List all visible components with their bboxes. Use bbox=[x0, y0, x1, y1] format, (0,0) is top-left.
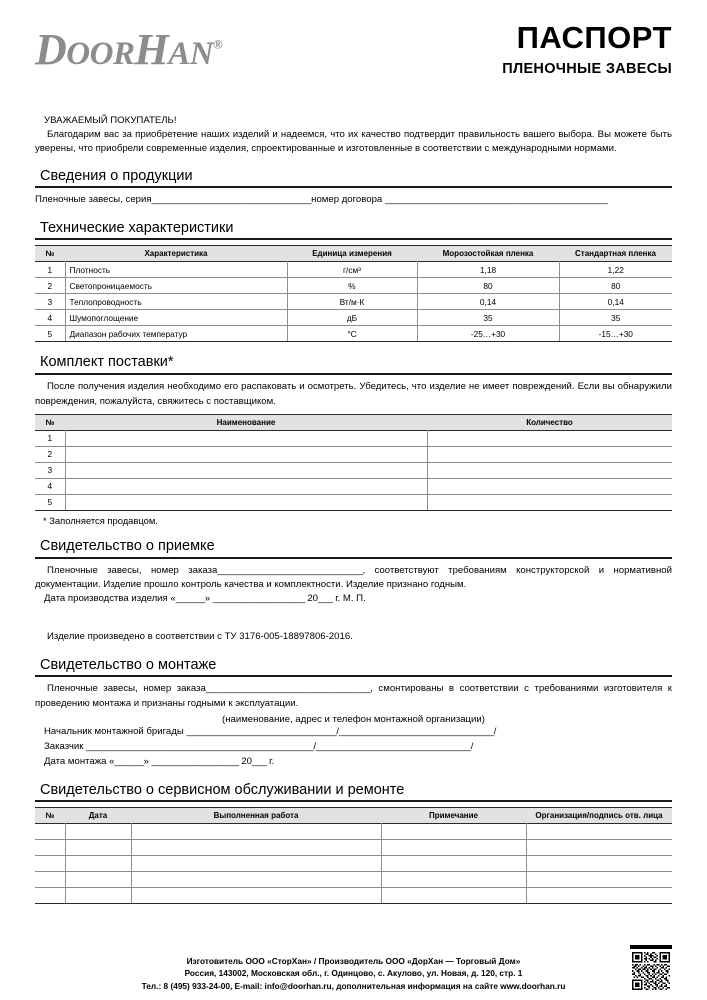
customer-label: Заказчик bbox=[44, 740, 87, 752]
cell-quantity[interactable] bbox=[427, 462, 672, 478]
section-title-kit: Комплект поставки* bbox=[35, 354, 672, 375]
customer-signature-input[interactable]: ________________________________ bbox=[316, 740, 471, 752]
cell-unit: °C bbox=[287, 326, 417, 342]
cell-date[interactable] bbox=[65, 840, 131, 856]
contract-input[interactable]: ______________________________________________ bbox=[384, 194, 608, 206]
cell-name[interactable] bbox=[65, 478, 427, 494]
contract-label: номер договора bbox=[311, 194, 385, 206]
table-row bbox=[35, 494, 672, 510]
installation-date-label: Дата монтажа « bbox=[44, 755, 115, 767]
cell-standard-film: 0,14 bbox=[559, 294, 672, 310]
acceptance-tu-text: Изделие произведено в соответствии с ТУ 3176-005-18897806-2016. bbox=[47, 631, 353, 643]
product-info-line bbox=[35, 193, 672, 207]
kit-footnote: * Заполняется продавцом. bbox=[43, 514, 158, 526]
acceptance-order-label: Пленочные завесы, номер заказа bbox=[47, 564, 218, 576]
installation-customer-line bbox=[44, 740, 672, 755]
kit-col-quantity: Количество bbox=[427, 414, 672, 430]
cell-number[interactable] bbox=[35, 872, 65, 888]
cell-name[interactable] bbox=[65, 430, 427, 446]
installation-date-suffix: г. bbox=[266, 755, 275, 767]
kit-note: После получения изделия необходимо его распаковать и осмотреть. Убедитесь, что изделие не имеет повреждений. Если вы обнаружили повреждения, пожалуйста, свяжитесь с поставщиком. bbox=[35, 381, 672, 407]
table-row bbox=[35, 278, 672, 294]
cell-work[interactable] bbox=[131, 840, 381, 856]
table-row bbox=[35, 462, 672, 478]
cell-note[interactable] bbox=[381, 856, 526, 872]
cell-name[interactable] bbox=[65, 494, 427, 510]
cell-note[interactable] bbox=[381, 872, 526, 888]
cell-number[interactable] bbox=[35, 840, 65, 856]
acceptance-text bbox=[35, 564, 672, 593]
cell-number: 5 bbox=[35, 326, 65, 342]
service-col-number: № bbox=[35, 808, 65, 824]
table-row bbox=[35, 294, 672, 310]
table-row bbox=[35, 446, 672, 462]
footer-manufacturer: Изготовитель ООО «СторХан» / Производитель ООО «ДорХан — Торговый Дом» bbox=[186, 955, 521, 966]
table-row bbox=[35, 824, 672, 840]
installation-body: , смонтированы в соответствии с требованиями изготовителя к проведению монтажа и признаны годными к эксплуатации. bbox=[35, 683, 673, 709]
cell-work[interactable] bbox=[131, 888, 381, 904]
kit-table bbox=[35, 414, 672, 511]
table-row bbox=[35, 856, 672, 872]
table-row bbox=[35, 310, 672, 326]
installation-org-note: (наименование, адрес и телефон монтажной организации) bbox=[222, 714, 485, 726]
service-table-header-row bbox=[35, 808, 672, 824]
cell-number: 3 bbox=[35, 294, 65, 310]
cell-unit: % bbox=[287, 278, 417, 294]
cell-standard-film: 1,22 bbox=[559, 262, 672, 278]
table-row bbox=[35, 840, 672, 856]
cell-organization[interactable] bbox=[526, 856, 672, 872]
specs-table bbox=[35, 245, 672, 342]
acceptance-date-label: Дата производства изделия « bbox=[44, 593, 176, 605]
acceptance-date-mid: » bbox=[204, 593, 213, 605]
installation-date-line bbox=[44, 755, 672, 770]
installation-order-input[interactable]: __________________________________ bbox=[205, 683, 371, 695]
cell-date[interactable] bbox=[65, 824, 131, 840]
table-row bbox=[35, 888, 672, 904]
cell-characteristic: Светопроницаемость bbox=[65, 278, 287, 294]
registered-trademark-icon: ® bbox=[213, 36, 223, 52]
chief-name-input[interactable]: _______________________________ bbox=[186, 726, 337, 738]
cell-number: 5 bbox=[35, 494, 65, 510]
acceptance-date-line bbox=[44, 592, 672, 607]
installation-order-label: Пленочные завесы, номер заказа bbox=[47, 683, 206, 695]
table-row bbox=[35, 326, 672, 342]
service-col-note: Примечание bbox=[381, 808, 526, 824]
document-title-block bbox=[502, 22, 672, 77]
specs-col-unit: Единица измерения bbox=[287, 246, 417, 262]
customer-separator: / bbox=[313, 740, 317, 752]
cell-quantity[interactable] bbox=[427, 494, 672, 510]
installation-date-month-input[interactable]: __________________ bbox=[151, 755, 239, 767]
intro-salutation: УВАЖАЕМЫЙ ПОКУПАТЕЛЬ! bbox=[44, 115, 177, 126]
section-title-acceptance: Свидетельство о приемке bbox=[35, 538, 672, 559]
kit-col-number: № bbox=[35, 414, 65, 430]
cell-standard-film: 35 bbox=[559, 310, 672, 326]
installation-text bbox=[35, 682, 672, 711]
cell-quantity[interactable] bbox=[427, 430, 672, 446]
cell-characteristic: Теплопроводность bbox=[65, 294, 287, 310]
acceptance-date-month-input[interactable]: ___________________ bbox=[212, 593, 305, 605]
specs-col-standard-film: Стандартная пленка bbox=[559, 246, 672, 262]
cell-number: 2 bbox=[35, 446, 65, 462]
kit-col-name: Наименование bbox=[65, 414, 427, 430]
acceptance-date-year-input[interactable]: ___ bbox=[318, 593, 333, 605]
kit-table-header-row bbox=[35, 414, 672, 430]
cell-number[interactable] bbox=[35, 856, 65, 872]
cell-number: 4 bbox=[35, 310, 65, 326]
cell-frost-film: 0,14 bbox=[417, 294, 559, 310]
cell-number: 2 bbox=[35, 278, 65, 294]
section-installation bbox=[35, 657, 672, 770]
customer-name-input[interactable]: _______________________________________________ bbox=[86, 740, 314, 752]
footer-contacts: Тел.: 8 (495) 933-24-00, E-mail: info@doorhan.ru, дополнительная информация на сайте www.doorhan.ru bbox=[141, 980, 566, 991]
cell-characteristic: Диапазон рабочих температур bbox=[65, 326, 287, 342]
customer-line-end: / bbox=[470, 740, 474, 752]
intro-body: Благодарим вас за приобретение наших изделий и надеемся, что их качество подтвердит правильность вашего выбора. Вы можете быть уверены, что приобрели современные изделия, спроектированные и изготовленные в соответствии с международными нормами. bbox=[35, 128, 672, 154]
logo-letter-h: H bbox=[134, 25, 169, 74]
cell-note[interactable] bbox=[381, 888, 526, 904]
document-header bbox=[35, 22, 672, 98]
table-row bbox=[35, 478, 672, 494]
cell-number: 4 bbox=[35, 478, 65, 494]
document-footer bbox=[35, 955, 672, 992]
qr-code-block bbox=[630, 945, 672, 990]
table-row bbox=[35, 262, 672, 278]
table-row bbox=[35, 430, 672, 446]
cell-name[interactable] bbox=[65, 446, 427, 462]
service-col-work: Выполненная работа bbox=[131, 808, 381, 824]
cell-frost-film: 1,18 bbox=[417, 262, 559, 278]
section-title-specs: Технические характеристики bbox=[35, 220, 672, 241]
acceptance-date-year-prefix: 20 bbox=[304, 593, 319, 605]
cell-number: 3 bbox=[35, 462, 65, 478]
section-title-product-info: Сведения о продукции bbox=[35, 168, 672, 189]
cell-number: 1 bbox=[35, 430, 65, 446]
installation-date-year-prefix: 20 bbox=[238, 755, 252, 767]
specs-col-frost-film: Морозостойкая пленка bbox=[417, 246, 559, 262]
specs-col-characteristic: Характеристика bbox=[65, 246, 287, 262]
cell-number: 1 bbox=[35, 262, 65, 278]
acceptance-body: , соответствуют требованиям конструкторской и нормативной документации. Изделие прошло контроль качества и комплектности. Изделие признано годным. bbox=[35, 564, 672, 590]
section-service bbox=[35, 782, 672, 905]
cell-quantity[interactable] bbox=[427, 478, 672, 494]
cell-work[interactable] bbox=[131, 856, 381, 872]
installation-date-year-input[interactable]: ___ bbox=[251, 755, 267, 767]
series-label: Пленочные завесы, серия bbox=[35, 194, 152, 206]
cell-characteristic: Плотность bbox=[65, 262, 287, 278]
page-subtitle: ПЛЕНОЧНЫЕ ЗАВЕСЫ bbox=[502, 61, 672, 77]
cell-work[interactable] bbox=[131, 824, 381, 840]
cell-number[interactable] bbox=[35, 888, 65, 904]
cell-organization[interactable] bbox=[526, 824, 672, 840]
installation-date-day-input[interactable]: ______ bbox=[114, 755, 144, 767]
qr-code[interactable] bbox=[632, 952, 670, 990]
intro-block bbox=[35, 114, 672, 156]
installation-date-mid: » bbox=[143, 755, 152, 767]
chief-signature-input[interactable]: ________________________________ bbox=[338, 726, 494, 738]
service-table bbox=[35, 807, 672, 904]
cell-date[interactable] bbox=[65, 856, 131, 872]
section-acceptance bbox=[35, 538, 672, 645]
series-input[interactable]: _________________________________ bbox=[151, 194, 312, 206]
section-specs bbox=[35, 220, 672, 343]
service-col-organization: Организация/подпись отв. лица bbox=[526, 808, 672, 824]
logo-text-an: AN bbox=[168, 36, 214, 72]
acceptance-order-input[interactable]: ______________________________ bbox=[217, 564, 363, 576]
cell-unit: дБ bbox=[287, 310, 417, 326]
cell-organization[interactable] bbox=[526, 840, 672, 856]
specs-col-number: № bbox=[35, 246, 65, 262]
cell-note[interactable] bbox=[381, 840, 526, 856]
cell-frost-film: 80 bbox=[417, 278, 559, 294]
service-col-date: Дата bbox=[65, 808, 131, 824]
qr-top-bar bbox=[630, 945, 672, 949]
cell-unit: Вт/м·К bbox=[287, 294, 417, 310]
section-title-installation: Свидетельство о монтаже bbox=[35, 657, 672, 678]
cell-frost-film: -25…+30 bbox=[417, 326, 559, 342]
cell-quantity[interactable] bbox=[427, 446, 672, 462]
section-title-service: Свидетельство о сервисном обслуживании и ремонте bbox=[35, 782, 672, 803]
cell-date[interactable] bbox=[65, 888, 131, 904]
page-title: ПАСПОРТ bbox=[516, 20, 672, 55]
cell-unit: г/см³ bbox=[287, 262, 417, 278]
cell-name[interactable] bbox=[65, 462, 427, 478]
cell-frost-film: 35 bbox=[417, 310, 559, 326]
table-row bbox=[35, 872, 672, 888]
acceptance-date-day-input[interactable]: ______ bbox=[175, 593, 205, 605]
cell-organization[interactable] bbox=[526, 888, 672, 904]
logo-letter-d: D bbox=[35, 25, 67, 74]
acceptance-date-suffix: г. М. П. bbox=[332, 593, 366, 605]
chief-separator: / bbox=[336, 726, 339, 738]
cell-note[interactable] bbox=[381, 824, 526, 840]
doorhan-logo bbox=[35, 25, 223, 74]
cell-work[interactable] bbox=[131, 872, 381, 888]
cell-standard-film: 80 bbox=[559, 278, 672, 294]
cell-organization[interactable] bbox=[526, 872, 672, 888]
cell-number[interactable] bbox=[35, 824, 65, 840]
specs-table-header-row bbox=[35, 246, 672, 262]
cell-characteristic: Шумопоглощение bbox=[65, 310, 287, 326]
chief-label: Начальник монтажной бригады bbox=[44, 726, 187, 738]
logo-text-oor: OOR bbox=[66, 36, 135, 72]
section-kit bbox=[35, 354, 672, 525]
footer-address: Россия, 143002, Московская обл., г. Одинцово, с. Акулово, ул. Новая, д. 120, стр. 1 bbox=[184, 968, 523, 979]
section-product-info bbox=[35, 168, 672, 208]
cell-standard-film: -15…+30 bbox=[559, 326, 672, 342]
cell-date[interactable] bbox=[65, 872, 131, 888]
installation-chief-line bbox=[44, 725, 672, 740]
chief-line-end: / bbox=[493, 726, 497, 738]
